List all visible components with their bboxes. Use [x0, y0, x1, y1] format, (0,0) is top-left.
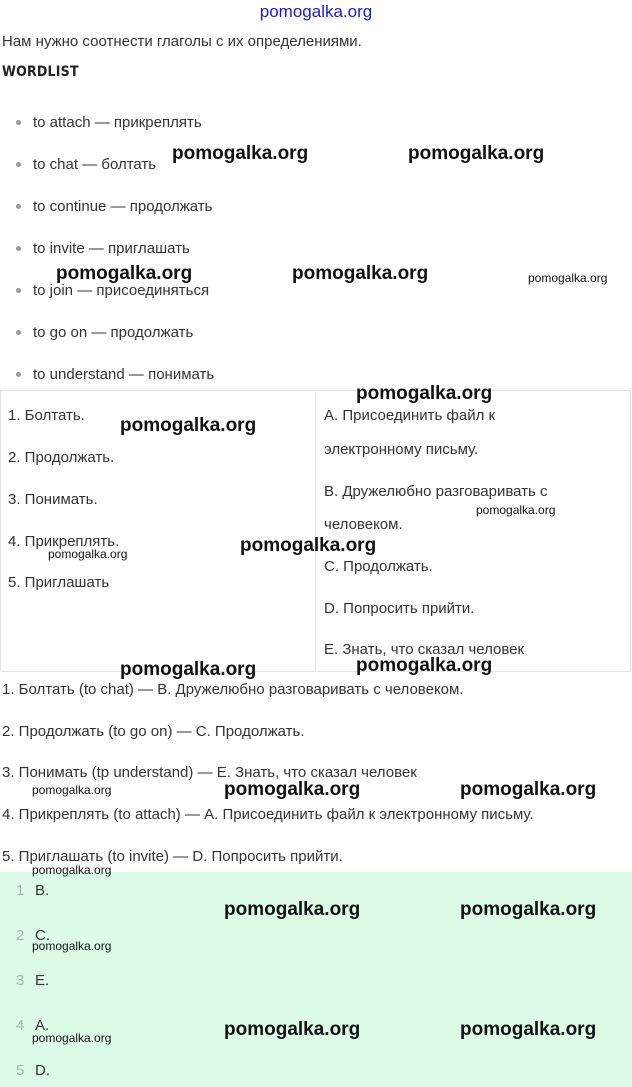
wordlist-item: to go on — продолжать: [16, 324, 193, 341]
watermark: pomogalka.org: [356, 655, 493, 676]
wordlist-title: WORDLIST: [2, 64, 79, 80]
answer-line: 1. Болтать (to chat) — B. Дружелюбно разговаривать с человеком.: [2, 681, 464, 698]
wordlist-item: to continue — продолжать: [16, 198, 212, 215]
watermark: pomogalka.org: [32, 939, 112, 953]
table-left-cell: 2. Продолжать.: [8, 449, 115, 466]
wordlist-item: to invite — приглашать: [16, 240, 190, 257]
watermark: pomogalka.org: [48, 547, 128, 561]
watermark: pomogalka.org: [32, 1031, 112, 1045]
wordlist-item: to chat — болтать: [16, 156, 156, 173]
bullet-icon: [16, 162, 21, 167]
answer-line: 2. Продолжать (to go on) — C. Продолжать.: [2, 723, 305, 740]
table-right-cell: E. Знать, что сказал человек: [324, 641, 525, 658]
watermark: pomogalka.org: [172, 143, 309, 164]
match-table: [0, 390, 631, 672]
bullet-icon: [16, 372, 21, 377]
watermark: pomogalka.org: [240, 535, 377, 556]
answer-line: 4. Прикреплять (to attach) — A. Присоединить файл к электронному письму.: [2, 806, 534, 823]
watermark: pomogalka.org: [224, 1019, 361, 1040]
answer-key-row: 5 D.: [16, 1062, 50, 1079]
intro-text: Нам нужно соотнести глаголы с их определениями.: [2, 33, 362, 50]
bullet-icon: [16, 246, 21, 251]
table-left-cell: 5. Приглашать: [8, 574, 110, 591]
watermark: pomogalka.org: [32, 863, 112, 877]
watermark: pomogalka.org: [56, 263, 193, 284]
table-right-cell: C. Продолжать.: [324, 558, 433, 575]
bullet-icon: [16, 288, 21, 293]
table-left-cell: 1. Болтать.: [8, 407, 85, 424]
watermark: pomogalka.org: [476, 503, 556, 517]
watermark: pomogalka.org: [460, 779, 597, 800]
watermark: pomogalka.org: [356, 383, 493, 404]
table-left-cell: 4. Прикреплять.: [8, 533, 120, 550]
watermark: pomogalka.org: [408, 143, 545, 164]
watermark: pomogalka.org: [460, 1019, 597, 1040]
table-right-cell: D. Попросить прийти.: [324, 600, 475, 617]
answer-line: 5. Приглашать (to invite) — D. Попросить прийти.: [2, 848, 343, 865]
wordlist-item: to attach — прикреплять: [16, 114, 202, 131]
watermark: pomogalka.org: [292, 263, 429, 284]
answer-key-row: 3 E.: [16, 972, 50, 989]
bullet-icon: [16, 120, 21, 125]
table-divider: [315, 391, 316, 671]
table-right-cell: B. Дружелюбно разговаривать с: [324, 483, 548, 500]
answer-line: 3. Понимать (tp understand) — E. Знать, что сказал человек: [2, 764, 417, 781]
table-right-cell: A. Присоединить файл к: [324, 407, 496, 424]
bullet-icon: [16, 330, 21, 335]
site-header[interactable]: pomogalka.org: [259, 2, 373, 21]
watermark: pomogalka.org: [224, 899, 361, 920]
wordlist-item: to understand — понимать: [16, 366, 214, 383]
watermark: pomogalka.org: [528, 271, 608, 285]
answer-key-row: 1 B.: [16, 882, 50, 899]
watermark: pomogalka.org: [120, 659, 257, 680]
watermark: pomogalka.org: [32, 783, 112, 797]
watermark: pomogalka.org: [460, 899, 597, 920]
watermark: pomogalka.org: [224, 779, 361, 800]
answer-key-row: 4 A.: [16, 1017, 50, 1034]
watermark: pomogalka.org: [120, 415, 257, 436]
wordlist-item: to join — присоединяться: [16, 282, 209, 299]
table-right-cell: человеком.: [324, 516, 403, 533]
answer-key-row: 2 C.: [16, 927, 50, 944]
table-right-cell: электронному письму.: [324, 441, 479, 458]
table-left-cell: 3. Понимать.: [8, 491, 98, 508]
bullet-icon: [16, 204, 21, 209]
